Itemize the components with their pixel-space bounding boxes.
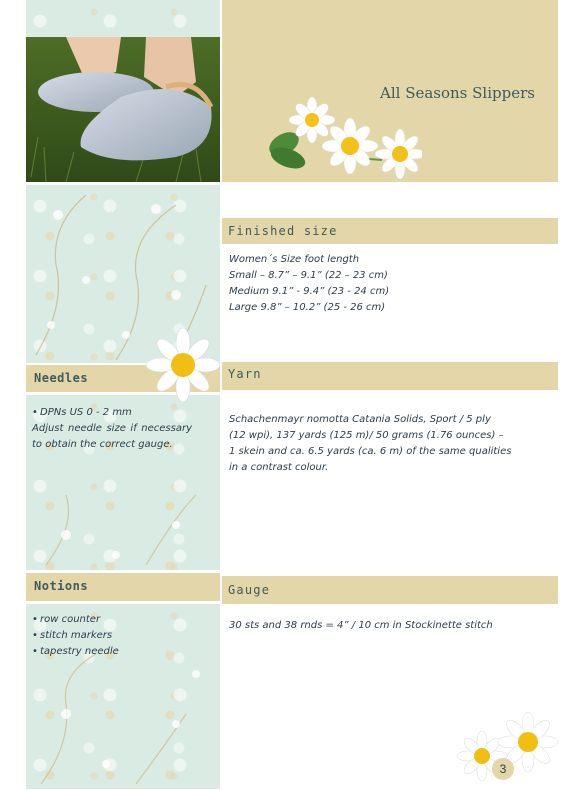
gauge-text: 30 sts and 38 rnds = 4” / 10 cm in Stockinette stitch: [229, 620, 493, 631]
yarn-heading: [222, 362, 558, 390]
notions-item: • tapestry needle: [32, 644, 192, 660]
needles-item: • DPNs US 0 - 2 mm: [32, 405, 192, 421]
yarn-line: Schachenmayr nomotta Catania Solids, Sport / 5 ply: [229, 414, 491, 425]
yarn-line: in a contrast colour.: [229, 462, 329, 473]
finished-size-line: Small – 8.7” – 9.1” (22 – 23 cm): [229, 270, 388, 281]
needles-note: Adjust needle size if necessary to obtain the correct gauge.: [32, 423, 192, 450]
finished-size-line: Large 9.8” – 10.2” (25 - 26 cm): [229, 302, 386, 313]
gauge-heading: [222, 576, 558, 604]
yarn-line: 1 skein and ca. 6.5 yards (ca. 6 m) of the same qualities: [229, 446, 512, 457]
gauge-content: [229, 618, 549, 634]
daisy-illustration: [146, 328, 220, 402]
page-title: All Seasons Slippers: [380, 84, 535, 102]
needles-content: [32, 405, 192, 453]
notions-heading: [26, 573, 220, 601]
notions-item: • stitch markers: [32, 628, 192, 644]
notions-heading-text: Notions: [34, 579, 89, 593]
floral-strip-top: [26, 0, 220, 37]
needles-heading-text: Needles: [34, 371, 89, 385]
yarn-heading-text: Yarn: [228, 367, 262, 381]
finished-size-heading: [222, 218, 558, 244]
finished-size-line: Women´s Size foot length: [229, 254, 360, 265]
finished-size-heading-text: Finished size: [228, 224, 338, 238]
yarn-line: (12 wpi), 137 yards (125 m)/ 50 grams (1.76 ounces) –: [229, 430, 504, 441]
gauge-heading-text: Gauge: [228, 583, 271, 597]
notions-content: [32, 612, 192, 660]
finished-size-content: [229, 252, 549, 316]
daisy-cluster-illustration: [262, 96, 422, 188]
notions-item: • row counter: [32, 612, 192, 628]
finished-size-line: Medium 9.1” - 9.4” (23 - 24 cm): [229, 286, 390, 297]
page-number: 3: [492, 758, 514, 780]
yarn-content: [229, 412, 549, 476]
slipper-photo: [26, 37, 220, 182]
